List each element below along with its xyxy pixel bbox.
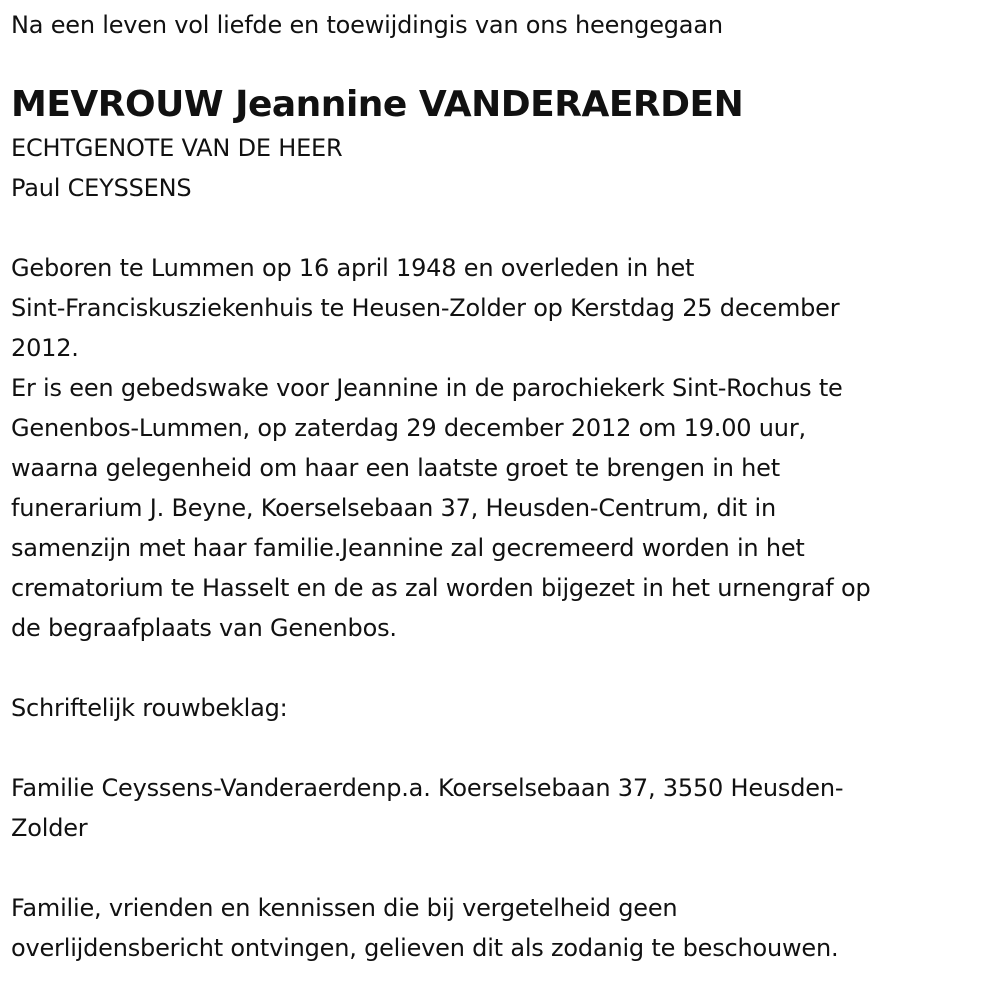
- paragraph-line: Sint-Franciskusziekenhuis te Heusen-Zolder op Kerstdag 25 december: [11, 294, 840, 322]
- paragraph-line: funerarium J. Beyne, Koerselsebaan 37, Heusden-Centrum, dit in: [11, 494, 776, 522]
- closing-paragraph: [11, 888, 996, 968]
- spouse-name: Paul CEYSSENS: [11, 174, 192, 202]
- wake-paragraph: [11, 368, 996, 648]
- paragraph-line: Genenbos-Lummen, op zaterdag 29 december 2012 om 19.00 uur,: [11, 414, 806, 442]
- spacer: [11, 208, 996, 248]
- family-address: [11, 768, 996, 848]
- obituary-notice: [11, 0, 996, 968]
- paragraph-line: 2012.: [11, 334, 79, 362]
- intro-text: Na een leven vol liefde en toewijdingis van ons heengegaan: [11, 11, 723, 39]
- paragraph-line: Er is een gebedswake voor Jeannine in de parochiekerk Sint-Rochus te: [11, 374, 843, 402]
- paragraph-line: crematorium te Hasselt en de as zal worden bijgezet in het urnengraf op: [11, 574, 871, 602]
- closing-line: Familie, vrienden en kennissen die bij vergetelheid geen: [11, 894, 678, 922]
- address-line: Familie Ceyssens-Vanderaerdenp.a. Koerselsebaan 37, 3550 Heusden-: [11, 774, 844, 802]
- spacer: [11, 648, 996, 688]
- condolence-label: Schriftelijk rouwbeklag:: [11, 694, 288, 722]
- deceased-name: MEVROUW Jeannine VANDERAERDEN: [11, 84, 744, 125]
- address-line: Zolder: [11, 814, 88, 842]
- birth-death-paragraph: [11, 248, 996, 368]
- paragraph-line: Geboren te Lummen op 16 april 1948 en overleden in het: [11, 254, 695, 282]
- closing-line: overlijdensbericht ontvingen, gelieven dit als zodanig te beschouwen.: [11, 934, 839, 962]
- spacer: [11, 848, 996, 888]
- spouse-label: ECHTGENOTE VAN DE HEER: [11, 134, 343, 162]
- paragraph-line: samenzijn met haar familie.Jeannine zal gecremeerd worden in het: [11, 534, 805, 562]
- paragraph-line: de begraafplaats van Genenbos.: [11, 614, 397, 642]
- paragraph-line: waarna gelegenheid om haar een laatste groet te brengen in het: [11, 454, 780, 482]
- spacer: [11, 728, 996, 768]
